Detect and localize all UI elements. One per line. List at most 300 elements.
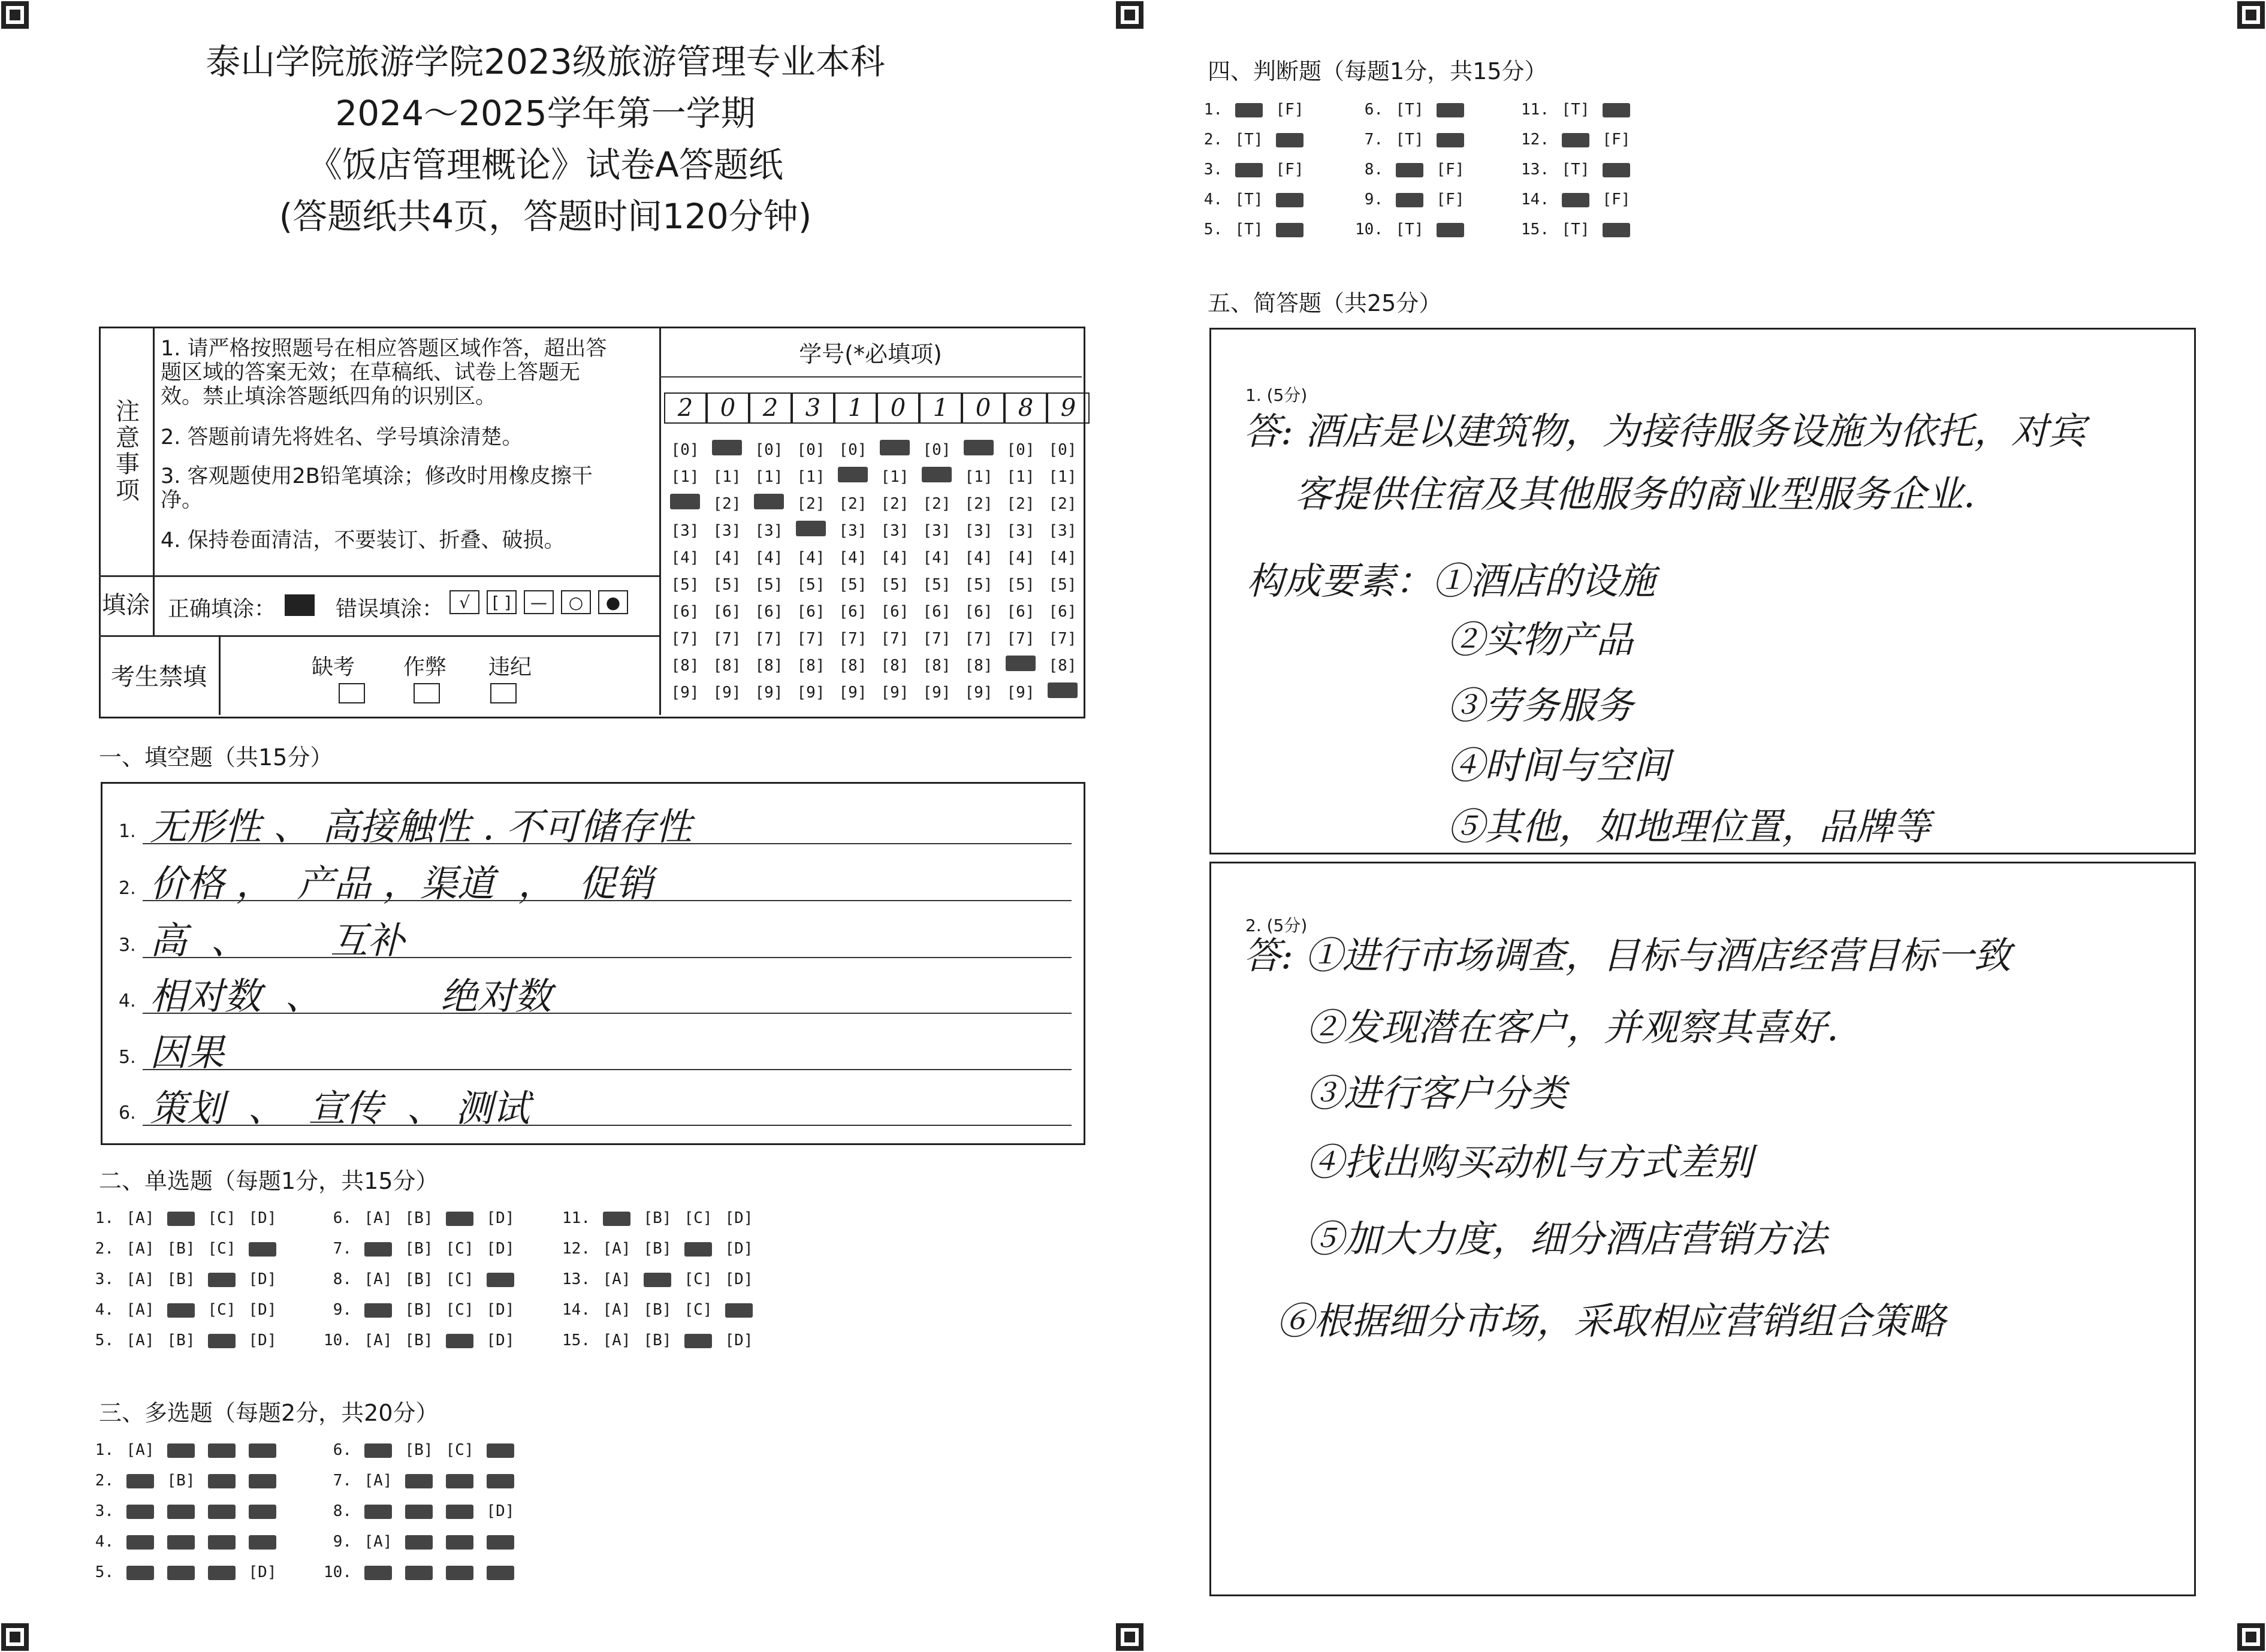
single-choice-option[interactable] <box>678 1240 719 1258</box>
multi-choice-option[interactable]: [A] <box>126 1441 155 1459</box>
id-grid-row <box>664 517 1084 544</box>
single-choice-option[interactable]: [B] <box>405 1209 433 1227</box>
true-false-option[interactable]: [F] <box>1275 161 1304 179</box>
single-choice-option[interactable] <box>201 1270 242 1288</box>
id-bubble[interactable]: [1] <box>671 467 699 486</box>
multi-choice-option[interactable] <box>480 1563 521 1581</box>
single-choice-option[interactable]: [D] <box>248 1331 277 1349</box>
id-bubble[interactable]: [7] <box>838 629 867 648</box>
id-bubble[interactable]: [8] <box>964 656 993 675</box>
multi-choice-option[interactable] <box>242 1502 283 1520</box>
id-bubble[interactable]: [4] <box>1006 548 1035 567</box>
multi-choice-option-filled <box>446 1505 473 1519</box>
multi-choice-number: 3. <box>95 1502 114 1520</box>
q1-answer-line-7: ⑤其他，如地理位置，品牌等 <box>1447 805 1931 848</box>
true-false-option[interactable] <box>1389 191 1430 209</box>
id-bubble[interactable]: [6] <box>1006 602 1035 621</box>
id-bubble[interactable] <box>748 494 790 514</box>
id-bubble[interactable]: [8] <box>838 656 867 675</box>
blank-underline <box>143 1125 1072 1126</box>
single-choice-option[interactable]: [C] <box>684 1301 713 1319</box>
true-false-option[interactable]: [T] <box>1395 221 1424 238</box>
multi-choice-option[interactable] <box>399 1563 439 1581</box>
blank-number: 3. <box>119 935 136 956</box>
single-choice-option[interactable] <box>637 1270 678 1288</box>
id-bubble[interactable]: [7] <box>880 629 909 648</box>
single-choice-option[interactable]: [B] <box>167 1331 195 1349</box>
single-choice-option[interactable]: [A] <box>126 1209 155 1227</box>
single-choice-option[interactable]: [C] <box>207 1240 236 1258</box>
single-choice-option[interactable]: [B] <box>405 1301 433 1319</box>
multi-choice-option[interactable] <box>120 1533 161 1551</box>
q2-answer-line-5: ⑤加大力度，细分酒店营销方法 <box>1307 1217 1827 1261</box>
true-false-question <box>1187 131 1310 149</box>
multi-choice-option[interactable] <box>399 1472 439 1490</box>
multi-choice-option[interactable]: [B] <box>167 1472 195 1490</box>
id-bubble[interactable]: [8] <box>755 656 783 675</box>
multi-choice-option[interactable] <box>480 1441 521 1459</box>
single-choice-option[interactable]: [B] <box>405 1240 433 1258</box>
blank-underline <box>143 957 1072 958</box>
multi-choice-number: 6. <box>333 1441 352 1459</box>
single-choice-option-filled <box>364 1242 392 1257</box>
q2-answer-line-1: 答: ①进行市场调查，目标与酒店经营目标一致 <box>1244 934 2011 977</box>
single-choice-option[interactable]: [D] <box>486 1331 515 1349</box>
id-bubble[interactable]: [9] <box>755 683 783 702</box>
true-false-option[interactable] <box>1389 161 1430 179</box>
multi-choice-option[interactable] <box>120 1472 161 1490</box>
single-choice-option[interactable]: [A] <box>126 1331 155 1349</box>
multi-choice-option-filled <box>167 1535 195 1550</box>
id-bubble[interactable]: [6] <box>880 602 909 621</box>
multi-choice-option-filled <box>446 1474 473 1488</box>
single-choice-question <box>554 1301 759 1319</box>
multi-choice-option[interactable] <box>201 1502 242 1520</box>
id-bubble[interactable]: [1] <box>1048 467 1077 486</box>
single-choice-option[interactable] <box>439 1331 480 1349</box>
single-choice-option[interactable]: [B] <box>643 1301 672 1319</box>
id-bubble[interactable]: [4] <box>880 548 909 567</box>
true-false-option[interactable]: [T] <box>1395 101 1424 119</box>
id-bubble[interactable]: [4] <box>671 548 699 567</box>
single-choice-number: 12. <box>562 1240 590 1258</box>
id-bubble[interactable]: [3] <box>671 521 699 540</box>
id-bubble[interactable] <box>1000 656 1042 675</box>
forbidden-absent-box[interactable] <box>339 683 365 703</box>
id-bubble[interactable] <box>664 494 706 514</box>
blank-number: 2. <box>119 878 136 899</box>
id-bubble[interactable] <box>874 440 916 460</box>
true-false-option[interactable]: [T] <box>1235 191 1263 209</box>
id-bubble[interactable]: [7] <box>1006 629 1035 648</box>
multi-choice-option[interactable] <box>480 1472 521 1490</box>
id-bubble[interactable]: [9] <box>922 683 951 702</box>
true-false-option[interactable]: [F] <box>1275 101 1304 119</box>
true-false-option[interactable] <box>1430 221 1471 238</box>
true-false-option[interactable] <box>1269 131 1310 149</box>
multi-choice-option[interactable]: [B] <box>405 1441 433 1459</box>
id-bubble[interactable]: [0] <box>1006 440 1035 459</box>
id-bubble[interactable]: [6] <box>922 602 951 621</box>
multi-choice-option[interactable]: [A] <box>364 1472 393 1490</box>
id-bubble[interactable]: [7] <box>713 629 741 648</box>
id-bubble[interactable] <box>1042 682 1084 702</box>
single-choice-option[interactable] <box>201 1331 242 1349</box>
id-bubble[interactable]: [7] <box>796 629 825 648</box>
single-choice-option[interactable]: [A] <box>126 1301 155 1319</box>
single-choice-option[interactable]: [D] <box>248 1270 277 1288</box>
id-bubble[interactable]: [6] <box>755 602 783 621</box>
true-false-question <box>1347 221 1471 238</box>
corner-marker-top-right <box>2237 1 2265 29</box>
id-bubble[interactable] <box>958 440 1000 460</box>
id-bubble[interactable]: [1] <box>755 467 783 486</box>
id-bubble[interactable]: [6] <box>713 602 741 621</box>
single-choice-option[interactable] <box>161 1301 201 1319</box>
id-bubble[interactable]: [0] <box>796 440 825 459</box>
id-bubble[interactable]: [5] <box>1048 575 1077 594</box>
id-bubble[interactable]: [1] <box>880 467 909 486</box>
id-bubble[interactable]: [4] <box>838 548 867 567</box>
forbidden-violation-box[interactable] <box>490 683 517 703</box>
multi-choice-option[interactable]: [D] <box>248 1563 277 1581</box>
multi-choice-option[interactable]: [D] <box>486 1502 515 1520</box>
id-bubble[interactable]: [5] <box>671 575 699 594</box>
single-choice-option[interactable]: [C] <box>445 1270 474 1288</box>
single-choice-option[interactable]: [B] <box>167 1240 195 1258</box>
id-digit-10: 9 <box>1047 392 1090 424</box>
single-choice-option[interactable]: [D] <box>725 1270 753 1288</box>
blank-underline <box>143 1013 1072 1014</box>
id-bubble[interactable]: [2] <box>838 494 867 513</box>
id-bubble[interactable]: [2] <box>713 494 741 513</box>
id-bubble[interactable]: [9] <box>1006 683 1035 702</box>
single-choice-option[interactable]: [C] <box>445 1240 474 1258</box>
id-bubble[interactable]: [9] <box>964 683 993 702</box>
single-choice-number: 9. <box>333 1301 352 1319</box>
exam-title-line-4: (答题纸共4页，答题时间120分钟) <box>279 196 812 237</box>
multi-choice-option[interactable] <box>201 1441 242 1459</box>
single-choice-option[interactable]: [D] <box>486 1240 515 1258</box>
single-choice-option[interactable]: [C] <box>445 1301 474 1319</box>
id-bubble[interactable]: [8] <box>713 656 741 675</box>
multi-choice-option-filled <box>487 1474 514 1488</box>
id-bubble[interactable]: [6] <box>1048 602 1077 621</box>
id-bubble[interactable] <box>790 521 832 540</box>
id-bubble[interactable]: [8] <box>880 656 909 675</box>
id-bubble[interactable]: [5] <box>838 575 867 594</box>
id-bubble[interactable]: [6] <box>838 602 867 621</box>
id-bubble[interactable]: [0] <box>922 440 951 459</box>
single-choice-option[interactable]: [A] <box>364 1209 393 1227</box>
id-bubble[interactable]: [4] <box>713 548 741 567</box>
single-choice-option[interactable]: [A] <box>602 1331 631 1349</box>
id-bubble[interactable]: [7] <box>1048 629 1077 648</box>
single-choice-option[interactable]: [A] <box>602 1270 631 1288</box>
id-bubble[interactable]: [2] <box>880 494 909 513</box>
single-choice-question <box>316 1240 521 1258</box>
id-bubble[interactable]: [6] <box>796 602 825 621</box>
forbidden-cheat-box[interactable] <box>414 683 440 703</box>
single-choice-option[interactable]: [D] <box>248 1301 277 1319</box>
multi-choice-option[interactable] <box>480 1533 521 1551</box>
id-grid-row <box>664 463 1084 490</box>
id-digit-4: 3 <box>792 392 834 424</box>
true-false-option[interactable] <box>1430 131 1471 149</box>
multi-choice-option[interactable] <box>242 1441 283 1459</box>
single-choice-option[interactable]: [B] <box>167 1270 195 1288</box>
multi-choice-option[interactable] <box>161 1502 201 1520</box>
single-choice-option[interactable]: [A] <box>126 1240 155 1258</box>
multi-choice-option-filled <box>487 1535 514 1550</box>
multi-choice-option[interactable] <box>120 1563 161 1581</box>
true-false-question <box>1187 191 1310 209</box>
true-false-option[interactable]: [F] <box>1436 161 1465 179</box>
single-choice-number: 11. <box>562 1209 590 1227</box>
id-bubble[interactable]: [6] <box>964 602 993 621</box>
multi-choice-option[interactable] <box>201 1563 242 1581</box>
id-bubble[interactable] <box>832 467 874 487</box>
id-bubble[interactable]: [2] <box>922 494 951 513</box>
multi-choice-option[interactable] <box>161 1563 201 1581</box>
id-bubble[interactable]: [5] <box>922 575 951 594</box>
single-choice-number: 14. <box>562 1301 590 1319</box>
single-choice-option[interactable]: [C] <box>684 1270 713 1288</box>
multi-choice-option[interactable] <box>439 1563 480 1581</box>
id-bubble[interactable]: [8] <box>796 656 825 675</box>
id-bubble[interactable]: [4] <box>964 548 993 567</box>
id-bubble[interactable]: [2] <box>1048 494 1077 513</box>
forbidden-absent-label: 缺考 <box>312 655 355 679</box>
id-bubble[interactable]: [4] <box>796 548 825 567</box>
id-bubble[interactable]: [8] <box>671 656 699 675</box>
multi-choice-question <box>316 1563 521 1581</box>
multi-choice-option[interactable] <box>120 1502 161 1520</box>
single-choice-option[interactable]: [A] <box>602 1240 631 1258</box>
multi-choice-option[interactable]: [C] <box>445 1441 474 1459</box>
id-bubble[interactable]: [9] <box>713 683 741 702</box>
id-bubble[interactable]: [3] <box>1006 521 1035 540</box>
id-bubble[interactable]: [0] <box>755 440 783 459</box>
single-choice-option[interactable] <box>719 1301 759 1319</box>
true-false-option[interactable] <box>1269 191 1310 209</box>
single-choice-option[interactable]: [C] <box>684 1209 713 1227</box>
single-choice-option[interactable]: [D] <box>248 1209 277 1227</box>
corner-marker-top-center <box>1116 1 1143 29</box>
true-false-option-filled <box>1235 163 1263 177</box>
multi-choice-option[interactable] <box>358 1563 399 1581</box>
true-false-option[interactable]: [F] <box>1436 191 1465 209</box>
true-false-option[interactable] <box>1596 221 1637 238</box>
id-bubble[interactable]: [7] <box>964 629 993 648</box>
single-choice-number: 6. <box>333 1209 352 1227</box>
id-bubble[interactable]: [8] <box>922 656 951 675</box>
true-false-option[interactable]: [F] <box>1602 191 1631 209</box>
single-choice-option[interactable]: [A] <box>364 1331 393 1349</box>
true-false-option[interactable] <box>1430 101 1471 119</box>
true-false-number: 8. <box>1364 161 1383 179</box>
id-bubble[interactable]: [2] <box>796 494 825 513</box>
single-choice-option[interactable]: [A] <box>126 1270 155 1288</box>
single-choice-option[interactable]: [D] <box>725 1209 753 1227</box>
true-false-number: 11. <box>1521 101 1549 119</box>
multi-choice-option[interactable] <box>439 1472 480 1490</box>
multi-choice-option[interactable] <box>399 1533 439 1551</box>
id-bubble[interactable]: [5] <box>880 575 909 594</box>
single-choice-option[interactable]: [D] <box>486 1209 515 1227</box>
single-choice-question <box>316 1301 521 1319</box>
id-bubble[interactable]: [7] <box>755 629 783 648</box>
single-choice-option[interactable]: [A] <box>602 1301 631 1319</box>
id-bubble[interactable]: [9] <box>838 683 867 702</box>
short-answer-heading: 五、简答题（共25分） <box>1208 290 1442 316</box>
multi-choice-option[interactable]: [A] <box>364 1533 393 1551</box>
true-false-option[interactable] <box>1229 161 1269 179</box>
blank-answer-text: 高 、 互补 <box>150 919 405 962</box>
id-bubble[interactable]: [0] <box>1048 440 1077 459</box>
single-choice-option[interactable]: [B] <box>643 1240 672 1258</box>
single-choice-option-filled <box>725 1303 753 1318</box>
single-choice-option[interactable] <box>242 1240 283 1258</box>
id-bubble[interactable]: [6] <box>671 602 699 621</box>
multi-choice-question <box>316 1502 521 1520</box>
single-choice-option[interactable]: [C] <box>207 1301 236 1319</box>
single-choice-option[interactable] <box>161 1209 201 1227</box>
single-choice-option[interactable]: [B] <box>643 1209 672 1227</box>
single-choice-option-filled <box>603 1212 630 1226</box>
true-false-option[interactable]: [T] <box>1561 101 1590 119</box>
id-bubble[interactable]: [2] <box>964 494 993 513</box>
id-bubble[interactable]: [4] <box>1048 548 1077 567</box>
id-bubble[interactable]: [2] <box>1006 494 1035 513</box>
id-bubble[interactable]: [5] <box>755 575 783 594</box>
id-bubble[interactable]: [0] <box>671 440 699 459</box>
id-bubble[interactable]: [1] <box>964 467 993 486</box>
single-choice-option[interactable] <box>358 1240 399 1258</box>
true-false-option-filled <box>1562 193 1589 207</box>
id-bubble[interactable]: [1] <box>796 467 825 486</box>
single-choice-option[interactable] <box>439 1209 480 1227</box>
true-false-option[interactable]: [F] <box>1602 131 1631 149</box>
id-bubble[interactable]: [5] <box>964 575 993 594</box>
student-id-label: 学号(*必填项) <box>799 341 942 367</box>
id-bubble[interactable]: [3] <box>838 521 867 540</box>
id-bubble[interactable]: [3] <box>922 521 951 540</box>
single-choice-option[interactable]: [A] <box>364 1270 393 1288</box>
true-false-number: 3. <box>1203 161 1223 179</box>
multi-choice-question <box>78 1533 283 1551</box>
id-bubble[interactable]: [9] <box>671 683 699 702</box>
id-bubble[interactable]: [1] <box>713 467 741 486</box>
multi-choice-option[interactable] <box>201 1533 242 1551</box>
true-false-option[interactable]: [T] <box>1395 131 1424 149</box>
single-choice-number: 10. <box>324 1331 352 1349</box>
id-bubble[interactable]: [7] <box>671 629 699 648</box>
single-choice-option[interactable]: [B] <box>405 1270 433 1288</box>
multi-choice-question <box>78 1502 283 1520</box>
multi-choice-option[interactable] <box>358 1441 399 1459</box>
true-false-option[interactable] <box>1269 221 1310 238</box>
multi-choice-question <box>316 1441 521 1459</box>
id-bubble[interactable]: [3] <box>964 521 993 540</box>
id-bubble[interactable]: [3] <box>755 521 783 540</box>
id-bubble[interactable]: [4] <box>922 548 951 567</box>
true-false-option[interactable] <box>1555 191 1596 209</box>
true-false-option[interactable]: [T] <box>1561 221 1590 238</box>
single-choice-question <box>316 1209 521 1227</box>
multi-choice-option[interactable] <box>439 1502 480 1520</box>
id-bubble[interactable]: [1] <box>1006 467 1035 486</box>
single-choice-option[interactable]: [D] <box>725 1240 753 1258</box>
single-choice-option[interactable]: [B] <box>405 1331 433 1349</box>
id-bubble[interactable]: [5] <box>1006 575 1035 594</box>
id-bubble[interactable]: [5] <box>796 575 825 594</box>
true-false-option[interactable]: [T] <box>1235 131 1263 149</box>
fill-blank-heading: 一、填空题（共15分） <box>99 744 333 771</box>
true-false-option[interactable] <box>1596 101 1637 119</box>
id-bubble[interactable] <box>916 467 958 487</box>
multi-choice-option[interactable] <box>161 1441 201 1459</box>
multi-choice-option-filled <box>249 1535 276 1550</box>
id-bubble[interactable]: [3] <box>880 521 909 540</box>
true-false-option[interactable] <box>1229 101 1269 119</box>
blank-answer-text: 因果 <box>150 1031 225 1074</box>
single-choice-option[interactable]: [D] <box>725 1331 753 1349</box>
id-bubble[interactable]: [3] <box>713 521 741 540</box>
multi-choice-heading: 三、多选题（每题2分，共20分） <box>99 1400 439 1426</box>
true-false-option[interactable] <box>1555 131 1596 149</box>
multi-choice-option[interactable] <box>201 1472 242 1490</box>
correct-fill-sample <box>285 594 315 616</box>
id-bubble[interactable]: [8] <box>1048 656 1077 675</box>
id-bubble[interactable]: [5] <box>713 575 741 594</box>
id-bubble[interactable]: [0] <box>838 440 867 459</box>
single-choice-option[interactable] <box>358 1301 399 1319</box>
true-false-option[interactable] <box>1596 161 1637 179</box>
multi-choice-option[interactable] <box>399 1502 439 1520</box>
multi-choice-option[interactable] <box>358 1502 399 1520</box>
forbidden-violation-label: 违纪 <box>488 655 532 679</box>
multi-choice-option[interactable] <box>439 1533 480 1551</box>
multi-choice-option-filled <box>249 1505 276 1519</box>
single-choice-option[interactable]: [C] <box>207 1209 236 1227</box>
single-choice-question <box>554 1270 759 1288</box>
id-digit-2: 0 <box>707 392 749 424</box>
single-choice-option[interactable]: [D] <box>486 1301 515 1319</box>
q2-answer-line-4: ④找出购买动机与方式差别 <box>1307 1140 1753 1184</box>
id-bubble[interactable]: [3] <box>1048 521 1077 540</box>
true-false-option-filled <box>1276 133 1304 147</box>
multi-choice-option[interactable] <box>161 1533 201 1551</box>
id-grid-row <box>664 490 1084 517</box>
single-choice-option[interactable]: [B] <box>643 1331 672 1349</box>
id-bubble[interactable]: [9] <box>796 683 825 702</box>
single-choice-option[interactable] <box>480 1270 521 1288</box>
true-false-option[interactable]: [T] <box>1561 161 1590 179</box>
multi-choice-option[interactable] <box>242 1472 283 1490</box>
single-choice-option-filled <box>167 1303 195 1318</box>
id-bubble[interactable]: [9] <box>880 683 909 702</box>
multi-choice-option-filled <box>364 1566 392 1580</box>
multi-choice-option[interactable] <box>242 1533 283 1551</box>
id-bubble[interactable] <box>706 440 748 460</box>
multi-choice-option-filled <box>364 1505 392 1519</box>
single-choice-option[interactable] <box>678 1331 719 1349</box>
single-choice-option[interactable] <box>596 1209 637 1227</box>
true-false-option[interactable]: [T] <box>1235 221 1263 238</box>
id-bubble[interactable]: [4] <box>755 548 783 567</box>
id-bubble[interactable]: [7] <box>922 629 951 648</box>
